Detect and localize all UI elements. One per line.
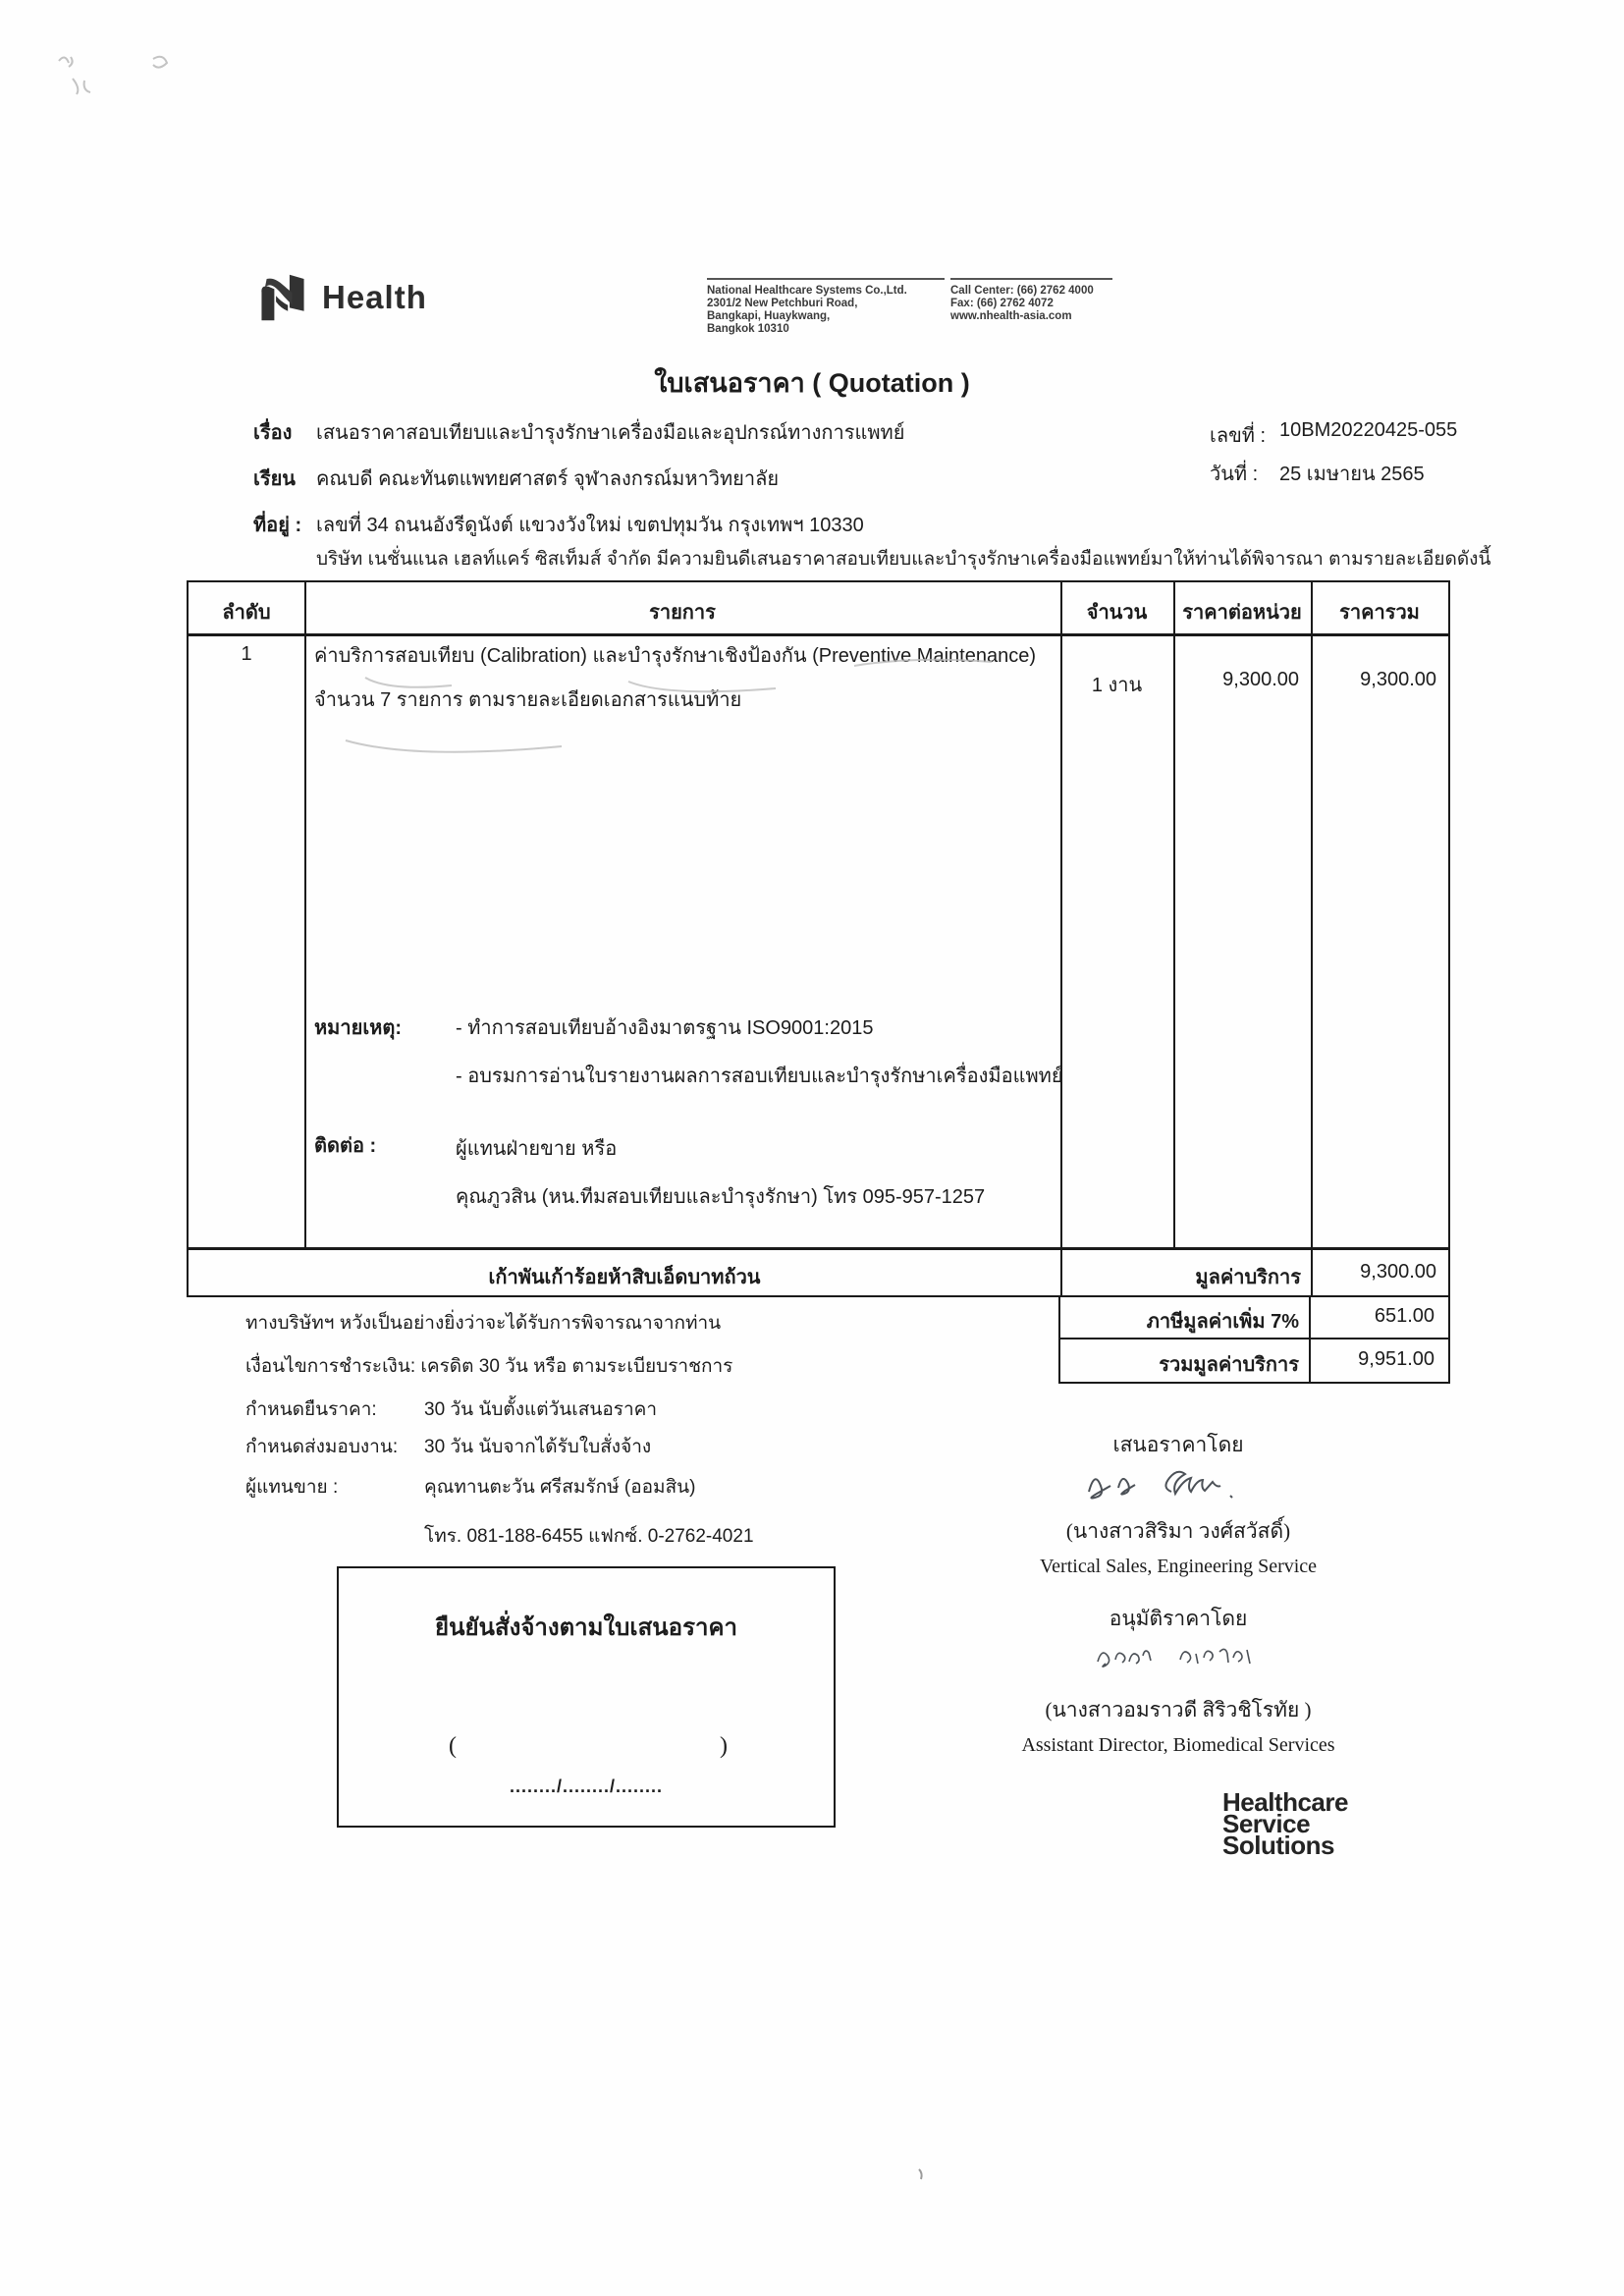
company-contact-block — [950, 278, 1112, 323]
date-value: 25 เมษายน 2565 — [1279, 464, 1425, 485]
price-validity-value: 30 วัน นับตั้งแต่วันเสนอราคา — [424, 1399, 657, 1420]
company-website: www.nhealth-asia.com — [950, 310, 1072, 322]
vat-value: 651.00 — [1374, 1305, 1435, 1327]
price-validity-label: กำหนดยืนราคา: — [245, 1399, 377, 1420]
contact-label: ติดต่อ : — [314, 1135, 377, 1157]
confirm-date-line: ......../......../........ — [509, 1777, 664, 1796]
contact-item: ผู้แทนฝ่ายขาย หรือ — [456, 1138, 618, 1160]
company-fax: Fax: (66) 2762 4072 — [950, 298, 1054, 309]
col-header-qty: จำนวน — [1086, 602, 1148, 624]
footer-logo-line: Solutions — [1222, 1831, 1334, 1860]
table-divider — [189, 1247, 1448, 1250]
pencil-scribble-marks — [51, 47, 179, 106]
address-label: ที่อยู่ : — [253, 515, 302, 536]
signature-paren-open: ( — [449, 1733, 457, 1759]
company-street: 2301/2 New Petchburi Road, — [707, 298, 858, 309]
vat-label: ภาษีมูลค่าเพิ่ม 7% — [1146, 1311, 1299, 1333]
grand-total-label: รวมมูลค่าบริการ — [1159, 1354, 1299, 1376]
row-description-line1: ค่าบริการสอบเทียบ (Calibration) และบำรุงรักษาเชิงป้องกัน (Preventive Maintenance) — [314, 645, 1036, 667]
sales-rep-phone: โทร. 081-188-6455 แฟกซ์. 0-2762-4021 — [424, 1526, 754, 1547]
col-header-description: รายการ — [649, 602, 716, 624]
row-total: 9,300.00 — [1360, 669, 1436, 690]
delivery-value: 30 วัน นับจากได้รับใบสั่งจ้าง — [424, 1437, 652, 1457]
proposer-title: Vertical Sales, Engineering Service — [1039, 1556, 1318, 1577]
approver-title: Assistant Director, Biomedical Services — [1021, 1734, 1335, 1756]
sales-rep-value: คุณทานตะวัน ศรีสมรักษ์ (ออมสิน) — [424, 1477, 696, 1498]
sales-rep-label: ผู้แทนขาย : — [245, 1477, 339, 1498]
col-header-total: ราคารวม — [1339, 602, 1420, 624]
service-total-value: 9,300.00 — [1360, 1261, 1436, 1283]
service-total-label: มูลค่าบริการ — [1195, 1267, 1301, 1288]
approver-signature — [1090, 1632, 1286, 1677]
col-header-no: ลำดับ — [222, 602, 271, 624]
confirm-box-title: ยืนยันสั่งจ้างตามใบเสนอราคา — [435, 1615, 737, 1641]
pencil-underline-marks — [304, 636, 1060, 754]
delivery-label: กำหนดส่งมอบงาน: — [245, 1437, 399, 1457]
totals-divider — [1060, 1338, 1448, 1339]
amount-in-words: เก้าพันเก้าร้อยห้าสิบเอ็ดบาทถ้วน — [488, 1267, 761, 1288]
notes-label: หมายเหตุ: — [314, 1017, 402, 1039]
col-header-unit-price: ราคาต่อหน่วย — [1182, 602, 1302, 624]
subject-value: เสนอราคาสอบเทียบและบำรุงรักษาเครื่องมือและอุปกรณ์ทางการแพทย์ — [316, 422, 905, 444]
company-city: Bangkok 10310 — [707, 323, 789, 335]
hope-line: ทางบริษัทฯ หวังเป็นอย่างยิ่งว่าจะได้รับการพิจารณาจากท่าน — [245, 1313, 722, 1334]
note-item: - ทำการสอบเทียบอ้างอิงมาตรฐาน ISO9001:2015 — [456, 1017, 874, 1039]
proposer-name: (นางสาวสิริมา วงศ์สวัสดิ์) — [1065, 1519, 1291, 1543]
number-value: 10BM20220425-055 — [1279, 419, 1458, 441]
address-value: เลขที่ 34 ถนนอังรีดูนังต์ แขวงวังใหม่ เขตปทุมวัน กรุงเทพฯ 10330 — [316, 515, 864, 536]
footer-logo-line: Healthcare — [1222, 1787, 1348, 1817]
number-label: เลขที่ : — [1210, 425, 1267, 447]
nhealth-logo-icon — [257, 273, 308, 322]
healthcare-service-solutions-logo — [1222, 1787, 1348, 1860]
signature-paren-close: ) — [720, 1733, 728, 1759]
document-title: ใบเสนอราคา ( Quotation ) — [654, 368, 970, 398]
date-label: วันที่ : — [1210, 464, 1259, 485]
note-item: - อบรมการอ่านใบรายงานผลการสอบเทียบและบำรุงรักษาเครื่องมือแพทย์ — [456, 1066, 1063, 1087]
intro-line: บริษัท เนชั่นแนล เฮลท์แคร์ ซิสเท็มส์ จำกัด มีความยินดีเสนอราคาสอบเทียบและบำรุงรักษาเครื่องมือแพทย์มาให้ท่านได้พิจารณา ตามรายละเอียดดังนี้ — [316, 549, 1491, 570]
row-unit-price: 9,300.00 — [1222, 669, 1299, 690]
proposed-by-label: เสนอราคาโดย — [1112, 1433, 1244, 1456]
company-callcenter: Call Center: (66) 2762 4000 — [950, 285, 1094, 297]
approver-name: (นางสาวอมราวดี สิริวชิโรทัย ) — [1045, 1698, 1312, 1722]
proposer-signature — [1075, 1458, 1291, 1509]
totals-box — [1058, 1295, 1450, 1384]
quotation-table — [187, 580, 1450, 1297]
company-address-block — [707, 278, 945, 336]
to-value: คณบดี คณะทันตแพทยศาสตร์ จุฬาลงกรณ์มหาวิทยาลัย — [316, 468, 780, 490]
row-description-line2: จำนวน 7 รายการ ตามรายละเอียดเอกสารแนบท้าย — [314, 689, 742, 711]
contact-item: คุณภูวสิน (หน.ทีมสอบเทียบและบำรุงรักษา) โทร 095-957-1257 — [456, 1186, 986, 1208]
nhealth-logo — [257, 273, 427, 322]
logo-wordmark: Health — [322, 279, 427, 315]
confirm-order-box — [337, 1566, 836, 1828]
stray-mark — [913, 2165, 933, 2185]
footer-logo-line: Service — [1222, 1809, 1311, 1838]
subject-label: เรื่อง — [253, 422, 293, 444]
to-label: เรียน — [253, 468, 296, 490]
approved-by-label: อนุมัติราคาโดย — [1109, 1607, 1248, 1630]
grand-total-value: 9,951.00 — [1358, 1348, 1435, 1370]
row-no: 1 — [241, 643, 252, 665]
row-qty: 1 งาน — [1091, 675, 1143, 696]
company-district: Bangkapi, Huaykwang, — [707, 310, 831, 322]
company-name: National Healthcare Systems Co.,Ltd. — [707, 285, 907, 297]
payment-terms: เงื่อนไขการชำระเงิน: เครดิต 30 วัน หรือ ตามระเบียบราชการ — [245, 1356, 733, 1377]
